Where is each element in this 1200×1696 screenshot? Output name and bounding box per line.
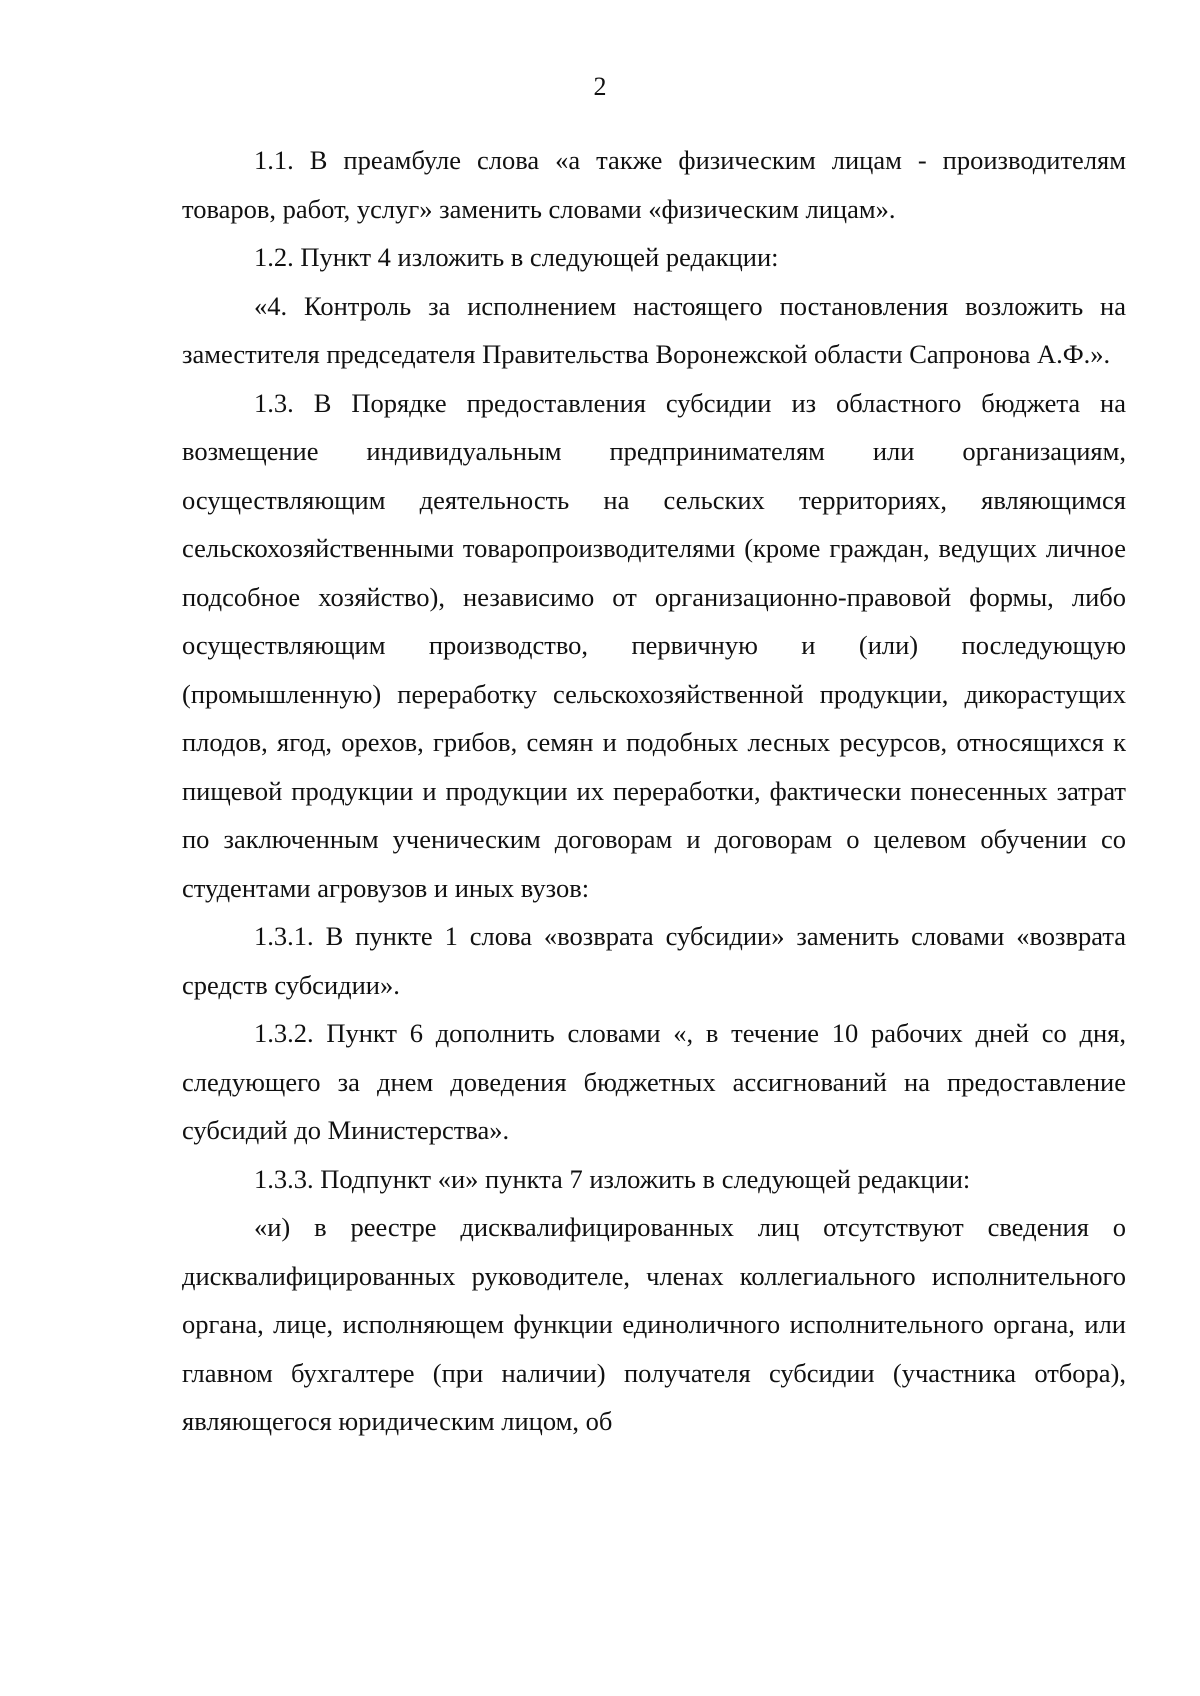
paragraph-item-4-quote: «4. Контроль за исполнением настоящего постановления возложить на заместителя председателя Правительства Воронежской области Сапронова А.Ф.». (182, 290, 1126, 369)
paragraph-1-3: 1.3. В Порядке предоставления субсидии из областного бюджета на возмещение индивидуальным предпринимателям или организациям, осуществляющим деятельность на сельских территориях, являющимся сельскохозяйственными товаропроизводителями (кроме граждан, ведущих личное подсобное хозяйство), независимо от организационно-правовой формы, либо осуществляющим производство, первичную и (или) последующую (промышленную) переработку сельскохозяйственной продукции, дикорастущих плодов, ягод, орехов, грибов, семян и подобных лесных ресурсов, относящихся к пищевой продукции и продукции их переработки, фактически понесенных затрат по заключенным ученическим договорам и договорам о целевом обучении со студентами агровузов и иных вузов: (182, 387, 1126, 903)
document-body (182, 136, 1126, 1446)
paragraph-1-3-1: 1.3.1. В пункте 1 слова «возврата субсидии» заменить словами «возврата средств субсидии». (182, 921, 1126, 1000)
paragraph-1-3-3: 1.3.3. Подпункт «и» пункта 7 изложить в следующей редакции: (254, 1163, 971, 1194)
page-number: 2 (593, 72, 607, 101)
paragraph-1-3-2: 1.3.2. Пункт 6 дополнить словами «, в течение 10 рабочих дней со дня, следующего за днем доведения бюджетных ассигнований на предоставление субсидий до Министерства». (182, 1018, 1126, 1145)
paragraph-1-1: 1.1. В преамбуле слова «а также физическим лицам - производителям товаров, работ, услуг» заменить словами «физическим лицам». (182, 145, 1126, 224)
paragraph-subitem-i-quote: «и) в реестре дисквалифицированных лиц отсутствуют сведения о дисквалифицированных руководителе, членах коллегиального исполнительного органа, лице, исполняющем функции единоличного исполнительного органа, или главном бухгалтере (при наличии) получателя субсидии (участника отбора), являющегося юридическим лицом, об (182, 1212, 1126, 1436)
paragraph-1-2: 1.2. Пункт 4 изложить в следующей редакции: (254, 242, 779, 272)
